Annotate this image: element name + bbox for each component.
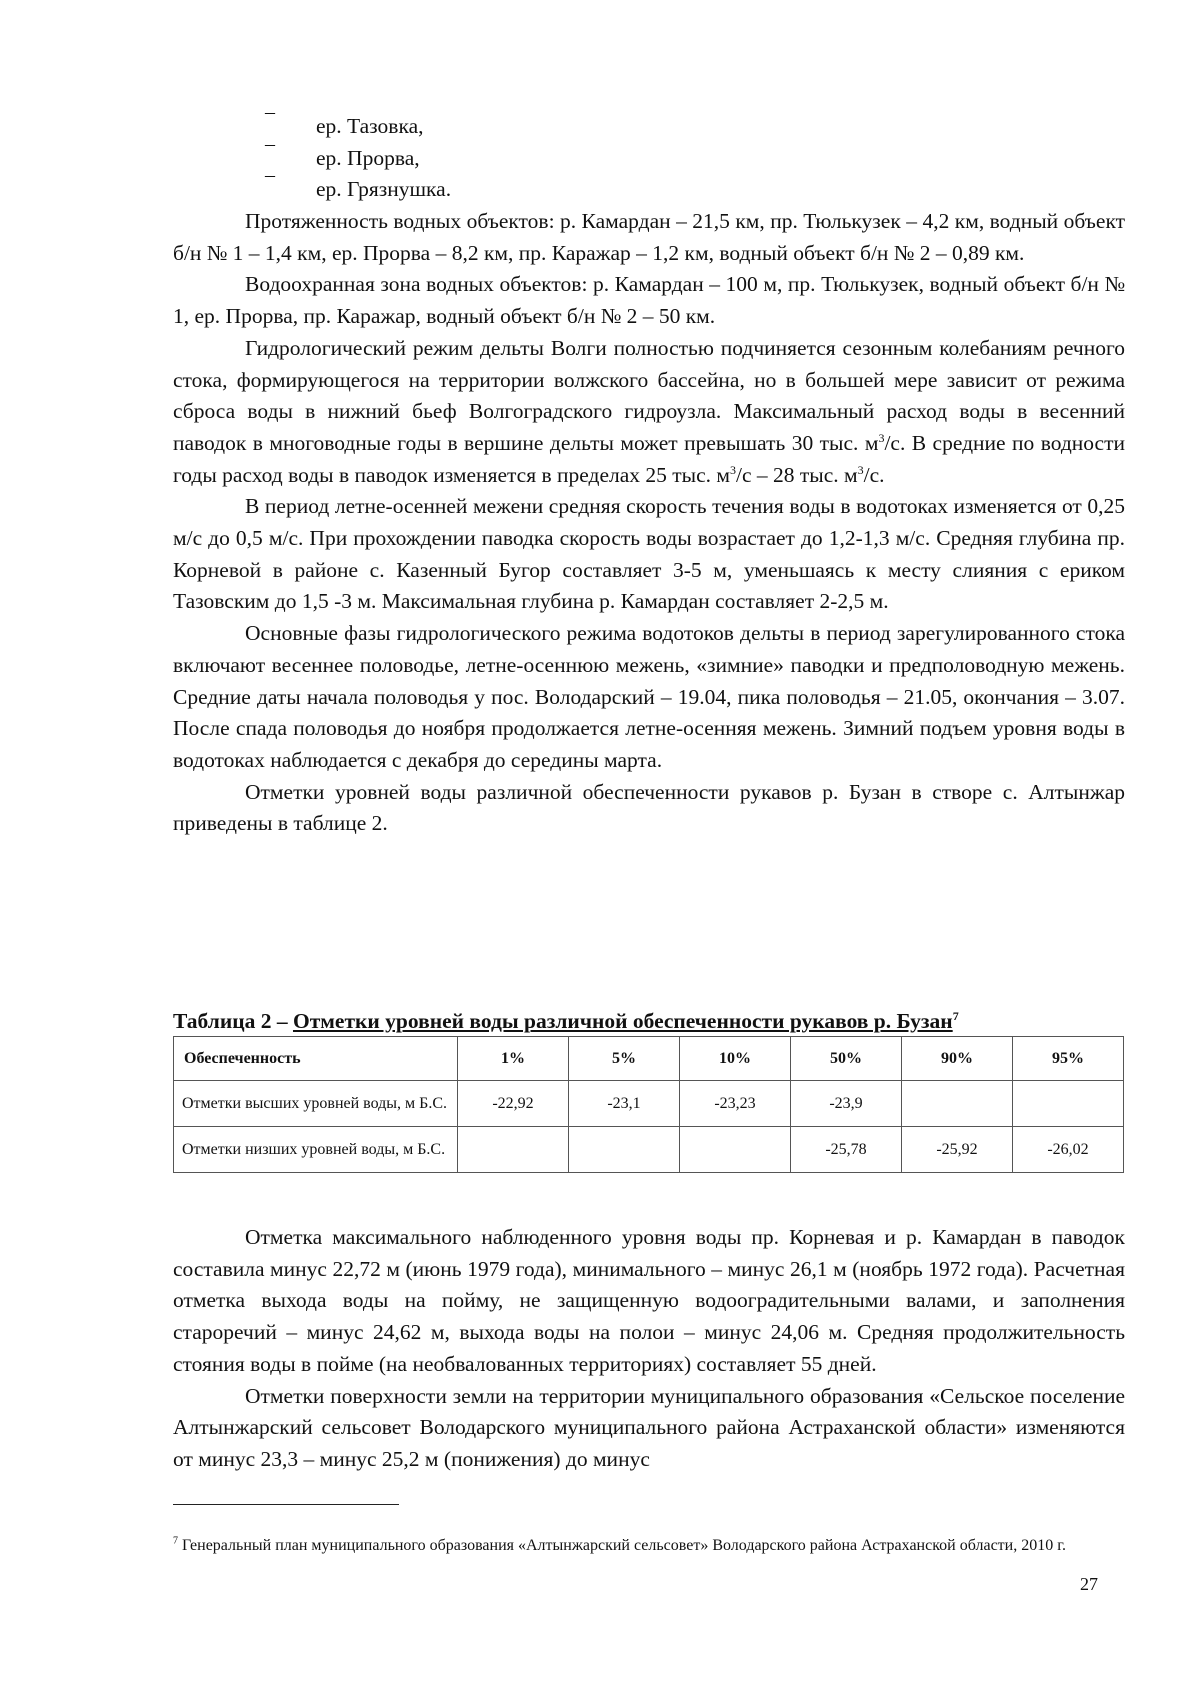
list-dash: – [265, 101, 275, 123]
table-cell [569, 1127, 680, 1173]
list-dash: – [265, 164, 275, 187]
table-row [174, 1127, 1124, 1173]
table-cell [458, 1127, 569, 1173]
dash-list [173, 101, 773, 206]
table-header-cell: 90% [902, 1037, 1013, 1081]
water-levels-table [173, 1036, 1124, 1173]
paragraph-ground-elevation: Отметки поверхности земли на территории муниципального образования «Сельское поселение Алтынжарский сельсовет Володарского муниципального района Астраханской области» изменяются от минус 23,3 – минус 25,2 м (понижения) до минус [173, 1383, 1125, 1471]
table-header-cell: 95% [1013, 1037, 1124, 1081]
text-span: /с. В средние по водности годы расход воды в паводок изменяется в пределах 25 тыс. м [173, 430, 1126, 487]
row-label: Отметки низших уровней воды, м Б.С. [174, 1127, 458, 1173]
caption-title: Отметки уровней воды различной обеспеченности рукавов р. Бузан [292, 1009, 953, 1033]
text-span: /с. [863, 462, 885, 487]
body-text-bottom [173, 1222, 1125, 1476]
paragraph-hydrological-regime [173, 333, 1125, 492]
table-header-cell: 1% [458, 1037, 569, 1081]
table-header-cell: Обеспеченность [174, 1037, 458, 1081]
table-cell: -25,92 [902, 1127, 1013, 1173]
list-item-text: ер. Грязнушка. [316, 177, 452, 202]
superscript: 3 [878, 430, 885, 445]
table-caption [173, 1008, 1125, 1034]
list-item [173, 164, 773, 206]
list-dash: – [265, 132, 275, 155]
table-header-cell: 10% [680, 1037, 791, 1081]
table-cell [902, 1081, 1013, 1127]
superscript: 3 [730, 462, 736, 477]
table-cell [1013, 1081, 1124, 1127]
footnote [173, 1533, 1073, 1558]
paragraph-lengths: Протяженность водных объектов: р. Камардан – 21,5 км, пр. Тюлькузек – 4,2 км, водный объект б/н № 1 – 1,4 км, ер. Прорва – 8,2 км, пр. Каражар – 1,2 км, водный объект б/н № 2 – 0,89 км. [173, 209, 1125, 265]
list-item-text: ер. Прорва, [316, 145, 420, 170]
list-item-text: ер. Тазовка, [316, 114, 424, 138]
page-number: 27 [1080, 1574, 1098, 1594]
text-span: /с – 28 тыс. м [736, 462, 858, 487]
table-cell: -26,02 [1013, 1127, 1124, 1173]
list-item [173, 101, 773, 143]
table-row [174, 1081, 1124, 1127]
list-item [173, 132, 773, 175]
footnote-text: Генеральный план муниципального образования «Алтынжарский сельсовет» Володарского района Астраханской области, 2010 г. [178, 1537, 1066, 1554]
body-text-top [173, 206, 1125, 840]
table-cell: -23,9 [791, 1081, 902, 1127]
paragraph-table-reference: Отметки уровней воды различной обеспеченности рукавов р. Бузан в створе с. Алтынжар приведены в таблице 2. [173, 779, 1125, 836]
paragraph-regime-phases: Основные фазы гидрологического режима водотоков дельты в период зарегулированного стока включают весеннее половодье, летне-осеннюю межень, «зимние» паводки и предполоводную межень. Средние даты начала половодья у пос. Володарский – 19.04, пика половодья – 21.05, окончания – 3.07. После спада половодья до ноября продолжается летне-осенняя межень. Зимний подъем уровня воды в водотоках наблюдается с декабря до середины марта. [173, 621, 1125, 772]
caption-prefix: Таблица 2 – [173, 1009, 293, 1033]
superscript: 3 [857, 462, 864, 477]
table-header-row [174, 1037, 1124, 1081]
row-label: Отметки высших уровней воды, м Б.С. [174, 1081, 458, 1127]
table-cell: -22,92 [458, 1081, 569, 1127]
table-cell: -23,1 [569, 1081, 680, 1127]
paragraph-max-level: Отметка максимального наблюденного уровня воды пр. Корневая и р. Камардан в паводок составила минус 22,72 м (июнь 1979 года), минимального – минус 26,1 м (ноябрь 1972 года). Расчетная отметка выхода воды на пойму, не защищенную водооградительными валами, и заполнения староречий – минус 24,62 м, выхода воды на полои – минус 24,06 м. Средняя продолжительность стояния воды в пойме (на необвалованных территориях) составляет 55 дней. [173, 1225, 1125, 1376]
paragraph-flow-speed: В период летне-осенней межени средняя скорость течения воды в водотоках изменяется от 0,25 м/с до 0,5 м/с. При прохождении паводка скорость воды возрастает до 1,2-1,3 м/с. Средняя глубина пр. Корневой в районе с. Казенный Бугор составляет 3-5 м, уменьшаясь к месту слияния с ериком Тазовским до 1,5 -3 м. Максимальная глубина р. Камардан составляет 2-2,5 м. [173, 494, 1125, 614]
footnote-ref: 7 [952, 1008, 959, 1023]
table-cell: -25,78 [791, 1127, 902, 1173]
table-cell: -23,23 [680, 1081, 791, 1127]
text-span: Гидрологический режим дельты Волги полностью подчиняется сезонным колебаниям речного стока, формирующегося на территории волжского бассейна, но в большей мере зависит от режима сброса воды в нижний бьеф Волгоградского гидроузла. Максимальный расход воды в весенний паводок в многоводные годы в вершине дельты может превышать 30 тыс. м [173, 335, 1125, 455]
paragraph-protection-zone: Водоохранная зона водных объектов: р. Камардан – 100 м, пр. Тюлькузек, водный объект б/н № 1, ер. Прорва, пр. Каражар, водный объект б/н № 2 – 50 км. [173, 272, 1125, 329]
table-header-cell: 50% [791, 1037, 902, 1081]
table-cell [680, 1127, 791, 1173]
footnote-separator [173, 1504, 399, 1505]
footnote-marker: 7 [173, 1535, 178, 1547]
table-header-cell: 5% [569, 1037, 680, 1081]
